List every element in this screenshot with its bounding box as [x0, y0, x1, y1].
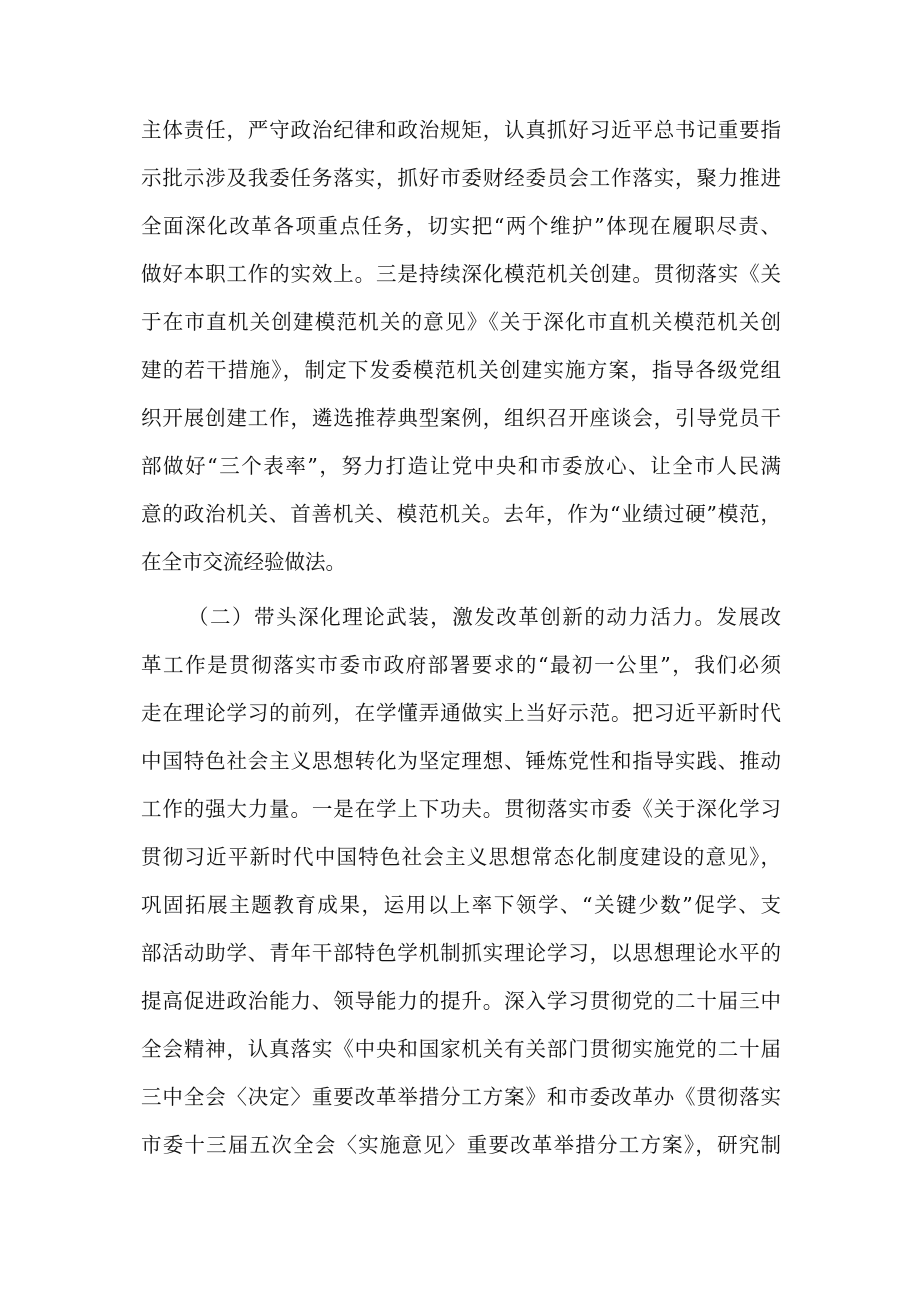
paragraph-line: 贯彻习近平新时代中国特色社会主义思想常态化制度建设的意见》， [141, 845, 781, 869]
paragraph-line: 做好本职工作的实效上。三是持续深化模范机关创建。贯彻落实《关 [141, 262, 781, 286]
paragraph-line: 部做好“三个表率”，努力打造让党中央和市委放心、让全市人民满 [141, 454, 781, 478]
paragraph-line: 市委十三届五次全会〈实施意见〉重要改革举措分工方案》，研究制 [141, 1133, 781, 1157]
paragraph-line: 提高促进政治能力、领导能力的提升。深入学习贯彻党的二十届三中 [141, 989, 781, 1013]
paragraph-line: 在全市交流经验做法。 [141, 550, 346, 574]
paragraph-line: 巩固拓展主题教育成果，运用以上率下领学、“关键少数”促学、支 [141, 893, 781, 917]
paragraph-line: 主体责任，严守政治纪律和政治规矩，认真抓好习近平总书记重要指 [141, 118, 781, 142]
paragraph-line: 示批示涉及我委任务落实，抓好市委财经委员会工作落实，聚力推进 [141, 166, 781, 190]
paragraph-line: 全面深化改革各项重点任务，切实把“两个维护”体现在履职尽责、 [141, 214, 781, 238]
paragraph-line: 三中全会〈决定〉重要改革举措分工方案》和市委改革办《贯彻落实 [141, 1085, 781, 1109]
paragraph-line: 全会精神，认真落实《中央和国家机关有关部门贯彻实施党的二十届 [141, 1037, 781, 1061]
paragraph-line: 织开展创建工作，遴选推荐典型案例，组织召开座谈会，引导党员干 [141, 406, 781, 430]
paragraph-line: 中国特色社会主义思想转化为坚定理想、锤炼党性和指导实践、推动 [141, 749, 781, 773]
paragraph-line: 走在理论学习的前列，在学懂弄通做实上当好示范。把习近平新时代 [141, 701, 781, 725]
paragraph-line: 革工作是贯彻落实市委市政府部署要求的“最初一公里”，我们必须 [141, 653, 781, 677]
paragraph-line: 工作的强大力量。一是在学上下功夫。贯彻落实市委《关于深化学习 [141, 797, 781, 821]
paragraph-line: 意的政治机关、首善机关、模范机关。去年，作为“业绩过硬”模范， [141, 502, 781, 526]
section-heading-line: （二）带头深化理论武装，激发改革创新的动力活力。发展改 [188, 605, 781, 629]
paragraph-line: 部活动助学、青年干部特色学机制抓实理论学习，以思想理论水平的 [141, 941, 781, 965]
paragraph-line: 于在市直机关创建模范机关的意见》《关于深化市直机关模范机关创 [141, 310, 781, 334]
paragraph-line: 建的若干措施》，制定下发委模范机关创建实施方案，指导各级党组 [141, 358, 781, 382]
